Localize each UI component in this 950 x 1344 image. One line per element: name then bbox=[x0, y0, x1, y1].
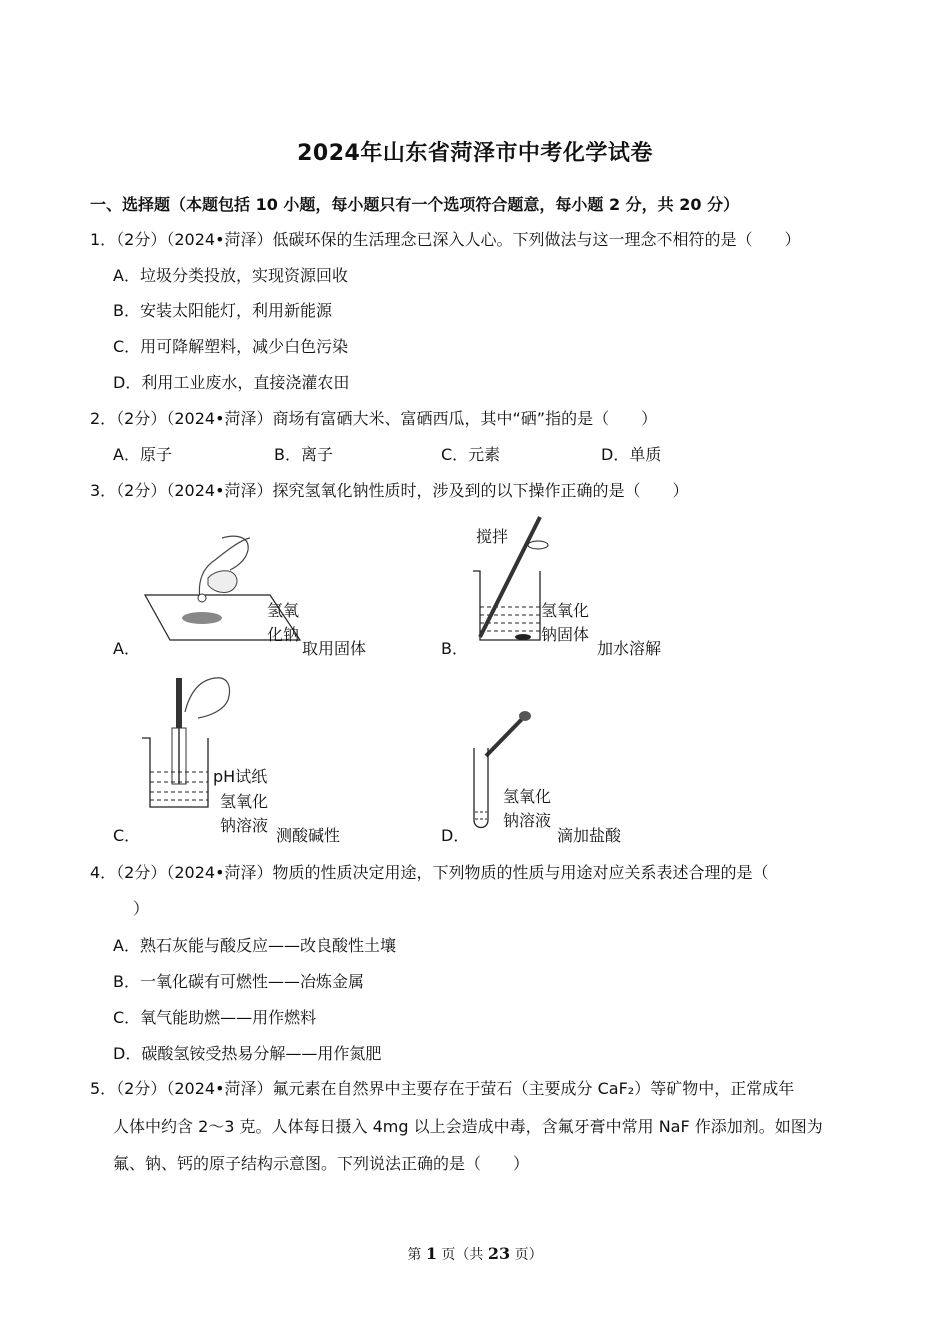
footer-page-number: 1 bbox=[425, 1244, 437, 1263]
question-4-stem-line-1: 4．（2分）（2024•菏泽）物质的性质决定用途，下列物质的性质与用途对应关系表述合理的是（ bbox=[90, 863, 769, 882]
question-2-stem: 2．（2分）（2024•菏泽）商场有富硒大米、富硒西瓜，其中“硒”指的是（ ） bbox=[90, 409, 658, 428]
page-title: 2024年山东省菏泽市中考化学试卷 bbox=[297, 141, 653, 166]
question-4-option-d: D．碳酸氢铵受热易分解——用作氮肥 bbox=[113, 1044, 382, 1063]
page-footer bbox=[0, 1244, 950, 1264]
section-heading: 一、选择题（本题包括 10 小题，每小题只有一个选项符合题意，每小题 2 分，共 20 分） bbox=[90, 195, 740, 214]
question-4-option-b: B．一氧化碳有可燃性——冶炼金属 bbox=[113, 972, 364, 991]
footer-middle: 页（共 bbox=[436, 1247, 488, 1263]
question-2-option-c: C．元素 bbox=[441, 445, 501, 464]
question-1-stem: 1．（2分）（2024•菏泽）低碳环保的生活理念已深入人心。下列做法与这一理念不相符的是（ ） bbox=[90, 230, 801, 249]
question-2-option-d: D．单质 bbox=[601, 445, 662, 464]
figure-b-label-2: 钠固体 bbox=[541, 625, 590, 644]
figure-b-stir-label: 搅拌 bbox=[476, 527, 509, 546]
question-1-option-b: B．安装太阳能灯，利用新能源 bbox=[113, 301, 332, 320]
question-3-option-c-label: C． bbox=[113, 826, 141, 845]
question-5-stem-line-3: 氟、钠、钙的原子结构示意图。下列说法正确的是（ ） bbox=[113, 1154, 530, 1173]
figure-a-label-2: 化钠 bbox=[267, 625, 300, 644]
question-4-option-a: A．熟石灰能与酸反应——改良酸性土壤 bbox=[113, 936, 396, 955]
figure-c-label-2: 钠溶液 bbox=[220, 816, 269, 835]
question-5-stem-line-2: 人体中约含 2～3 克。人体每日摄入 4mg 以上会造成中毒，含氟牙膏中常用 NaF 作添加剂。如图为 bbox=[113, 1117, 823, 1136]
figure-d-label-1: 氢氧化 bbox=[503, 787, 552, 806]
footer-suffix: 页） bbox=[510, 1247, 543, 1263]
question-1-option-c: C．用可降解塑料，减少白色污染 bbox=[113, 337, 349, 356]
question-3-option-c-caption: 测酸碱性 bbox=[276, 826, 341, 845]
question-5-stem-line-1: 5．（2分）（2024•菏泽）氟元素在自然界中主要存在于萤石（主要成分 CaF₂）等矿物中，正常成年 bbox=[90, 1079, 795, 1098]
question-4-stem-line-2: ） bbox=[133, 899, 150, 918]
question-4-option-c: C．氧气能助燃——用作燃料 bbox=[113, 1008, 317, 1027]
figure-a-label-1: 氢氧 bbox=[267, 601, 300, 620]
figure-b-label-1: 氢氧化 bbox=[541, 601, 590, 620]
question-3-option-b-caption: 加水溶解 bbox=[597, 639, 662, 658]
question-1-option-d: D．利用工业废水，直接浇灌农田 bbox=[113, 373, 350, 392]
question-2-option-b: B．离子 bbox=[274, 445, 333, 464]
figure-c-label-1: 氢氧化 bbox=[220, 792, 269, 811]
question-3-option-d-caption: 滴加盐酸 bbox=[557, 826, 622, 845]
question-3-option-b-label: B． bbox=[441, 639, 468, 658]
footer-prefix: 第 bbox=[407, 1247, 426, 1263]
figure-d-label-2: 钠溶液 bbox=[503, 811, 552, 830]
question-3-stem: 3．（2分）（2024•菏泽）探究氢氧化钠性质时，涉及到的以下操作正确的是（ ） bbox=[90, 481, 689, 500]
question-2-option-a: A．原子 bbox=[113, 445, 172, 464]
question-3-option-d-label: D． bbox=[441, 826, 470, 845]
figure-c-ph-label: pH试纸 bbox=[213, 767, 268, 786]
question-3-option-a-caption: 取用固体 bbox=[302, 639, 367, 658]
footer-total-pages: 23 bbox=[487, 1244, 511, 1263]
question-3-option-a-label: A． bbox=[113, 639, 140, 658]
question-1-option-a: A．垃圾分类投放，实现资源回收 bbox=[113, 266, 348, 285]
